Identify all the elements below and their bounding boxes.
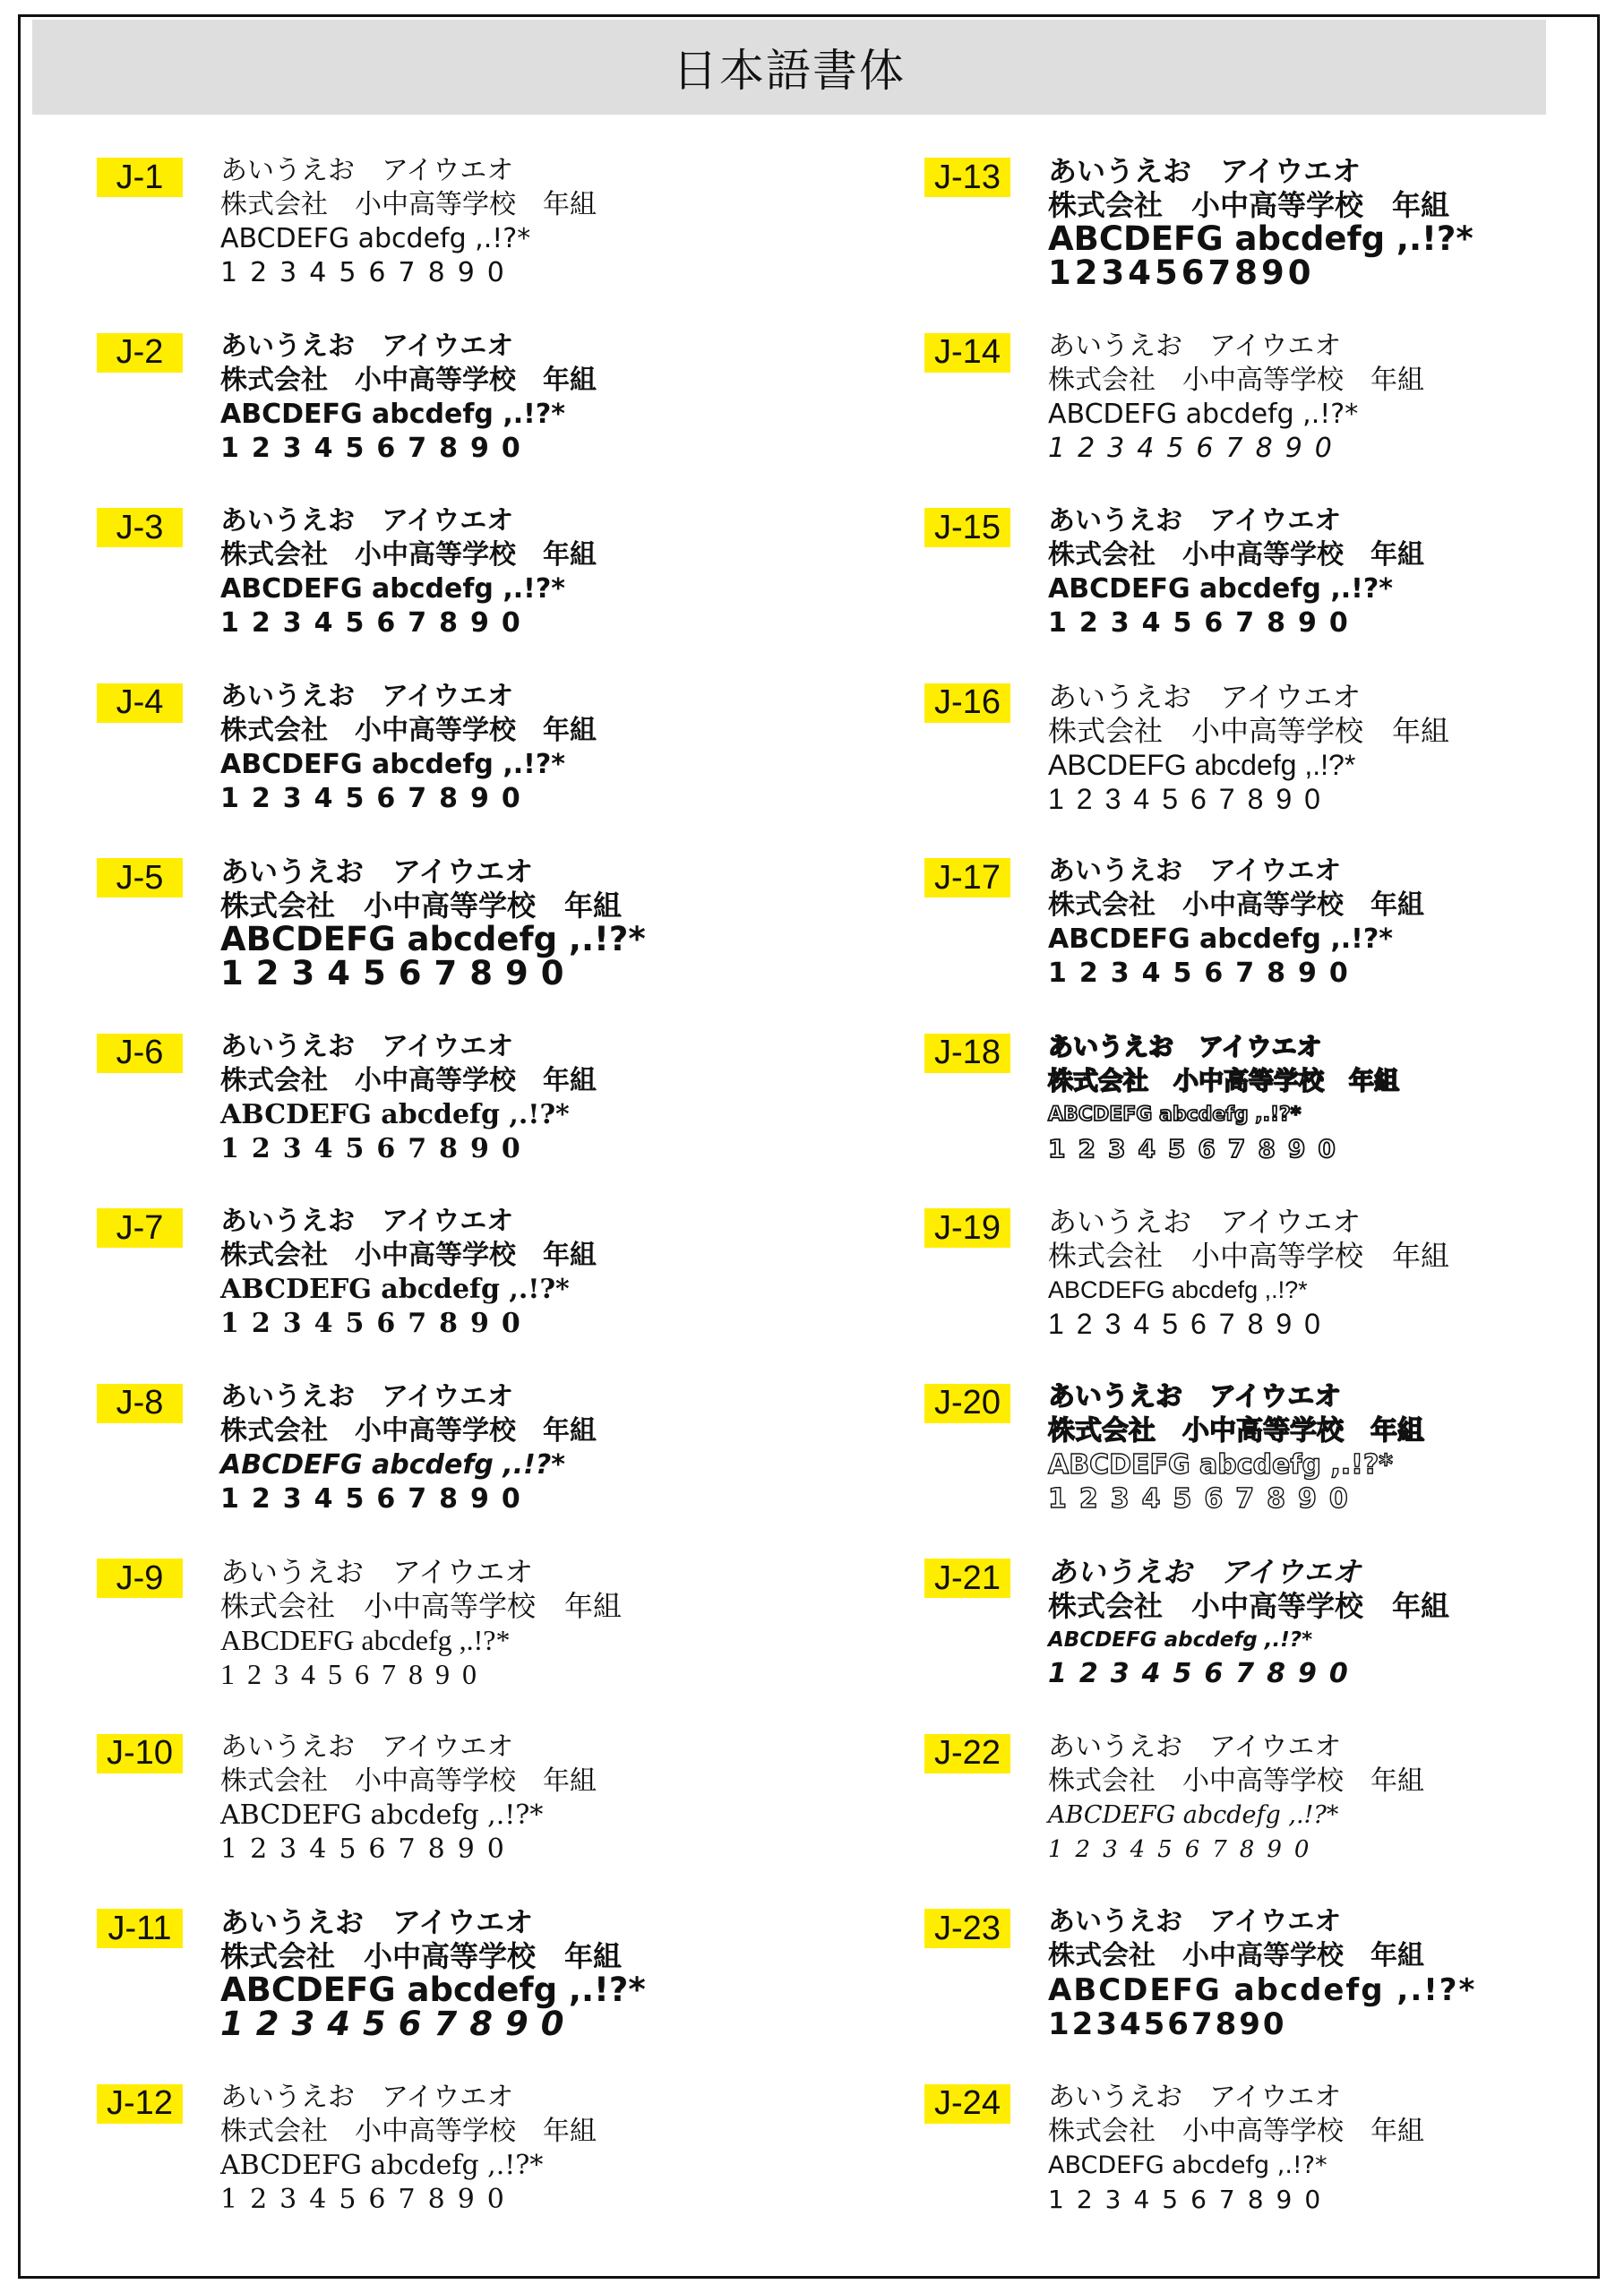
kana-line: あいうえお アイウエオ bbox=[1048, 1906, 1342, 1937]
kanji-line: 株式会社 小中高等学校 年組 bbox=[1048, 1940, 1424, 1971]
font-code-tag: J-16 bbox=[924, 683, 1010, 723]
latin-line: ABCDEFG abcdefg ,.!?* bbox=[220, 1624, 511, 1656]
digits-line: 1234567890 bbox=[1048, 432, 1345, 464]
font-code-tag: J-3 bbox=[97, 508, 183, 547]
digits-line: 1234567890 bbox=[1048, 1835, 1322, 1863]
kana-line: あいうえお アイウエオ bbox=[220, 2081, 514, 2113]
kanji-line: 株式会社 小中高等学校 年組 bbox=[220, 539, 597, 571]
digits-line: 1234567890 bbox=[220, 607, 533, 639]
title-bar bbox=[32, 20, 1546, 115]
kanji-line: 株式会社 小中高等学校 年組 bbox=[1048, 2115, 1424, 2147]
font-code-tag: J-20 bbox=[924, 1384, 1010, 1423]
kanji-line: 株式会社 小中高等学校 年組 bbox=[1048, 889, 1424, 921]
font-code-tag: J-9 bbox=[97, 1559, 183, 1598]
kanji-line: 株式会社 小中高等学校 年組 bbox=[220, 1240, 597, 1271]
kana-line: あいうえお アイウエオ bbox=[1048, 680, 1362, 713]
digits-line: 1234567890 bbox=[220, 1132, 533, 1164]
kanji-line: 株式会社 小中高等学校 年組 bbox=[1048, 714, 1450, 747]
latin-line: ABCDEFG abcdefg ,.!?* bbox=[1048, 923, 1393, 955]
digits-line: 1234567890 bbox=[1048, 958, 1361, 989]
latin-line: ABCDEFG abcdefg ,.!?* bbox=[220, 748, 565, 780]
kana-line: あいうえお アイウエオ bbox=[220, 1905, 534, 1939]
font-code-tag: J-21 bbox=[924, 1559, 1010, 1598]
kanji-line: 株式会社 小中高等学校 年組 bbox=[1048, 188, 1450, 222]
kana-line: あいうえお アイウエオ bbox=[220, 1730, 514, 1763]
kana-line: あいうえお アイウエオ bbox=[220, 505, 514, 537]
digits-line: 1234567890 bbox=[220, 2005, 577, 2043]
kanji-line: 株式会社 小中高等学校 年組 bbox=[220, 364, 597, 396]
kanji-line: 株式会社 小中高等学校 年組 bbox=[220, 1590, 623, 1622]
font-code-tag: J-18 bbox=[924, 1034, 1010, 1073]
kanji-line: 株式会社 小中高等学校 年組 bbox=[220, 1414, 597, 1447]
latin-line: ABCDEFG abcdefg ,.!?* bbox=[220, 1098, 570, 1130]
kana-line: あいうえお アイウエオ bbox=[1048, 855, 1342, 887]
digits-line: 1234567890 bbox=[1048, 1133, 1348, 1164]
latin-line: ABCDEFG abcdefg ,.!?* bbox=[220, 1448, 565, 1481]
font-code-tag: J-2 bbox=[97, 333, 183, 373]
digits-line: 1234567890 bbox=[220, 1482, 533, 1515]
kana-line: あいうえお アイウエオ bbox=[1048, 505, 1342, 537]
latin-line: ABCDEFG abcdefg ,.!?* bbox=[220, 1799, 544, 1831]
font-code-tag: J-23 bbox=[924, 1909, 1010, 1948]
kana-line: あいうえお アイウエオ bbox=[220, 680, 514, 712]
kana-line: あいうえお アイウエオ bbox=[1048, 154, 1362, 188]
kanji-line: 株式会社 小中高等学校 年組 bbox=[1048, 539, 1424, 571]
kana-line: あいうえお アイウエオ bbox=[220, 1206, 514, 1237]
kanji-line: 株式会社 小中高等学校 年組 bbox=[1048, 1240, 1450, 1272]
kanji-line: 株式会社 小中高等学校 年組 bbox=[220, 1939, 623, 1973]
digits-line: 1234567890 bbox=[220, 1658, 489, 1690]
kana-line: あいうえお アイウエオ bbox=[220, 855, 534, 889]
digits-line: 1234567890 bbox=[1048, 2006, 1287, 2042]
digits-line: 1234567890 bbox=[1048, 253, 1315, 292]
digits-line: 1234567890 bbox=[1048, 782, 1333, 815]
font-code-tag: J-12 bbox=[97, 2084, 183, 2124]
latin-line: ABCDEFG abcdefg ,.!?* bbox=[1048, 2151, 1328, 2179]
latin-line: ABCDEFG abcdefg ,.!?* bbox=[1048, 398, 1359, 430]
font-code-tag: J-5 bbox=[97, 858, 183, 897]
kanji-line: 株式会社 小中高等学校 年組 bbox=[220, 1765, 597, 1797]
kana-line: あいうえお アイウエオ bbox=[1048, 1730, 1342, 1763]
font-code-tag: J-11 bbox=[97, 1909, 183, 1948]
kanji-line: 株式会社 小中高等学校 年組 bbox=[220, 2115, 597, 2147]
digits-line: 1234567890 bbox=[220, 1308, 533, 1339]
digits-line: 1234567890 bbox=[1048, 1482, 1361, 1515]
latin-line: ABCDEFG abcdefg ,.!?* bbox=[1048, 1800, 1339, 1829]
latin-line: ABCDEFG abcdefg ,.!?* bbox=[220, 920, 646, 958]
latin-line: ABCDEFG abcdefg ,.!?* bbox=[220, 2149, 544, 2181]
font-code-tag: J-14 bbox=[924, 333, 1010, 373]
kanji-line: 株式会社 小中高等学校 年組 bbox=[1048, 364, 1424, 396]
kana-line: あいうえお アイウエオ bbox=[1048, 1380, 1342, 1413]
digits-line: 1234567890 bbox=[220, 954, 577, 992]
font-code-tag: J-22 bbox=[924, 1734, 1010, 1773]
font-code-tag: J-4 bbox=[97, 683, 183, 723]
latin-line: ABCDEFG abcdefg ,.!?* bbox=[1048, 1628, 1313, 1652]
kanji-line: 株式会社 小中高等学校 年組 bbox=[1048, 1065, 1400, 1095]
font-code-tag: J-8 bbox=[97, 1384, 183, 1423]
digits-line: 1234567890 bbox=[220, 2183, 517, 2215]
latin-line: ABCDEFG abcdefg ,.!?* bbox=[220, 398, 565, 430]
digits-line: 1234567890 bbox=[1048, 1308, 1333, 1340]
kana-line: あいうえお アイウエオ bbox=[220, 1380, 514, 1413]
kana-line: あいうえお アイウエオ bbox=[1048, 1206, 1362, 1238]
latin-line: ABCDEFG abcdefg ,.!?* bbox=[1048, 1276, 1308, 1303]
font-code-tag: J-7 bbox=[97, 1208, 183, 1248]
kana-line: あいうえお アイウエオ bbox=[1048, 1031, 1322, 1061]
kanji-line: 株式会社 小中高等学校 年組 bbox=[220, 189, 597, 220]
kanji-line: 株式会社 小中高等学校 年組 bbox=[220, 714, 597, 746]
kanji-line: 株式会社 小中高等学校 年組 bbox=[1048, 1765, 1424, 1797]
digits-line: 1234567890 bbox=[220, 1833, 517, 1865]
latin-line: ABCDEFG abcdefg ,.!?* bbox=[1048, 219, 1474, 258]
kana-line: あいうえお アイウエオ bbox=[1048, 1555, 1362, 1589]
digits-line: 1234567890 bbox=[220, 257, 517, 288]
font-code-tag: J-17 bbox=[924, 858, 1010, 897]
kana-line: あいうえお アイウエオ bbox=[220, 1030, 514, 1062]
font-code-tag: J-19 bbox=[924, 1208, 1010, 1248]
digits-line: 1234567890 bbox=[220, 782, 533, 814]
digits-line: 1234567890 bbox=[1048, 2184, 1334, 2214]
kana-line: あいうえお アイウエオ bbox=[220, 330, 514, 362]
digits-line: 1234567890 bbox=[1048, 607, 1361, 639]
latin-line: ABCDEFG abcdefg ,.!?* bbox=[220, 1274, 570, 1305]
digits-line: 1234567890 bbox=[220, 432, 533, 464]
kanji-line: 株式会社 小中高等学校 年組 bbox=[1048, 1589, 1450, 1623]
latin-line: ABCDEFG abcdefg ,.!?* bbox=[1048, 573, 1393, 605]
kana-line: あいうえお アイウエオ bbox=[1048, 330, 1342, 362]
page-title: 日本語書体 bbox=[673, 45, 906, 97]
kana-line: あいうえお アイウエオ bbox=[1048, 2081, 1342, 2113]
font-code-tag: J-15 bbox=[924, 508, 1010, 547]
latin-line: ABCDEFG abcdefg ,.!?* bbox=[1048, 748, 1356, 781]
latin-line: ABCDEFG abcdefg ,.!?* bbox=[220, 223, 531, 254]
font-code-tag: J-13 bbox=[924, 158, 1010, 197]
font-code-tag: J-10 bbox=[97, 1734, 183, 1773]
kana-line: あいうえお アイウエオ bbox=[220, 1556, 534, 1588]
latin-line: ABCDEFG abcdefg ,.!?* bbox=[1048, 1448, 1393, 1481]
kana-line: あいうえお アイウエオ bbox=[220, 155, 514, 186]
kanji-line: 株式会社 小中高等学校 年組 bbox=[220, 1064, 597, 1096]
latin-line: ABCDEFG abcdefg ,.!?* bbox=[1048, 1103, 1302, 1126]
latin-line: ABCDEFG abcdefg ,.!?* bbox=[1048, 1972, 1477, 2008]
font-code-tag: J-1 bbox=[97, 158, 183, 197]
kanji-line: 株式会社 小中高等学校 年組 bbox=[220, 889, 623, 923]
digits-line: 1234567890 bbox=[1048, 1658, 1361, 1689]
latin-line: ABCDEFG abcdefg ,.!?* bbox=[220, 1971, 646, 2009]
font-code-tag: J-6 bbox=[97, 1034, 183, 1073]
latin-line: ABCDEFG abcdefg ,.!?* bbox=[220, 573, 565, 605]
kanji-line: 株式会社 小中高等学校 年組 bbox=[1048, 1414, 1424, 1447]
font-code-tag: J-24 bbox=[924, 2084, 1010, 2124]
